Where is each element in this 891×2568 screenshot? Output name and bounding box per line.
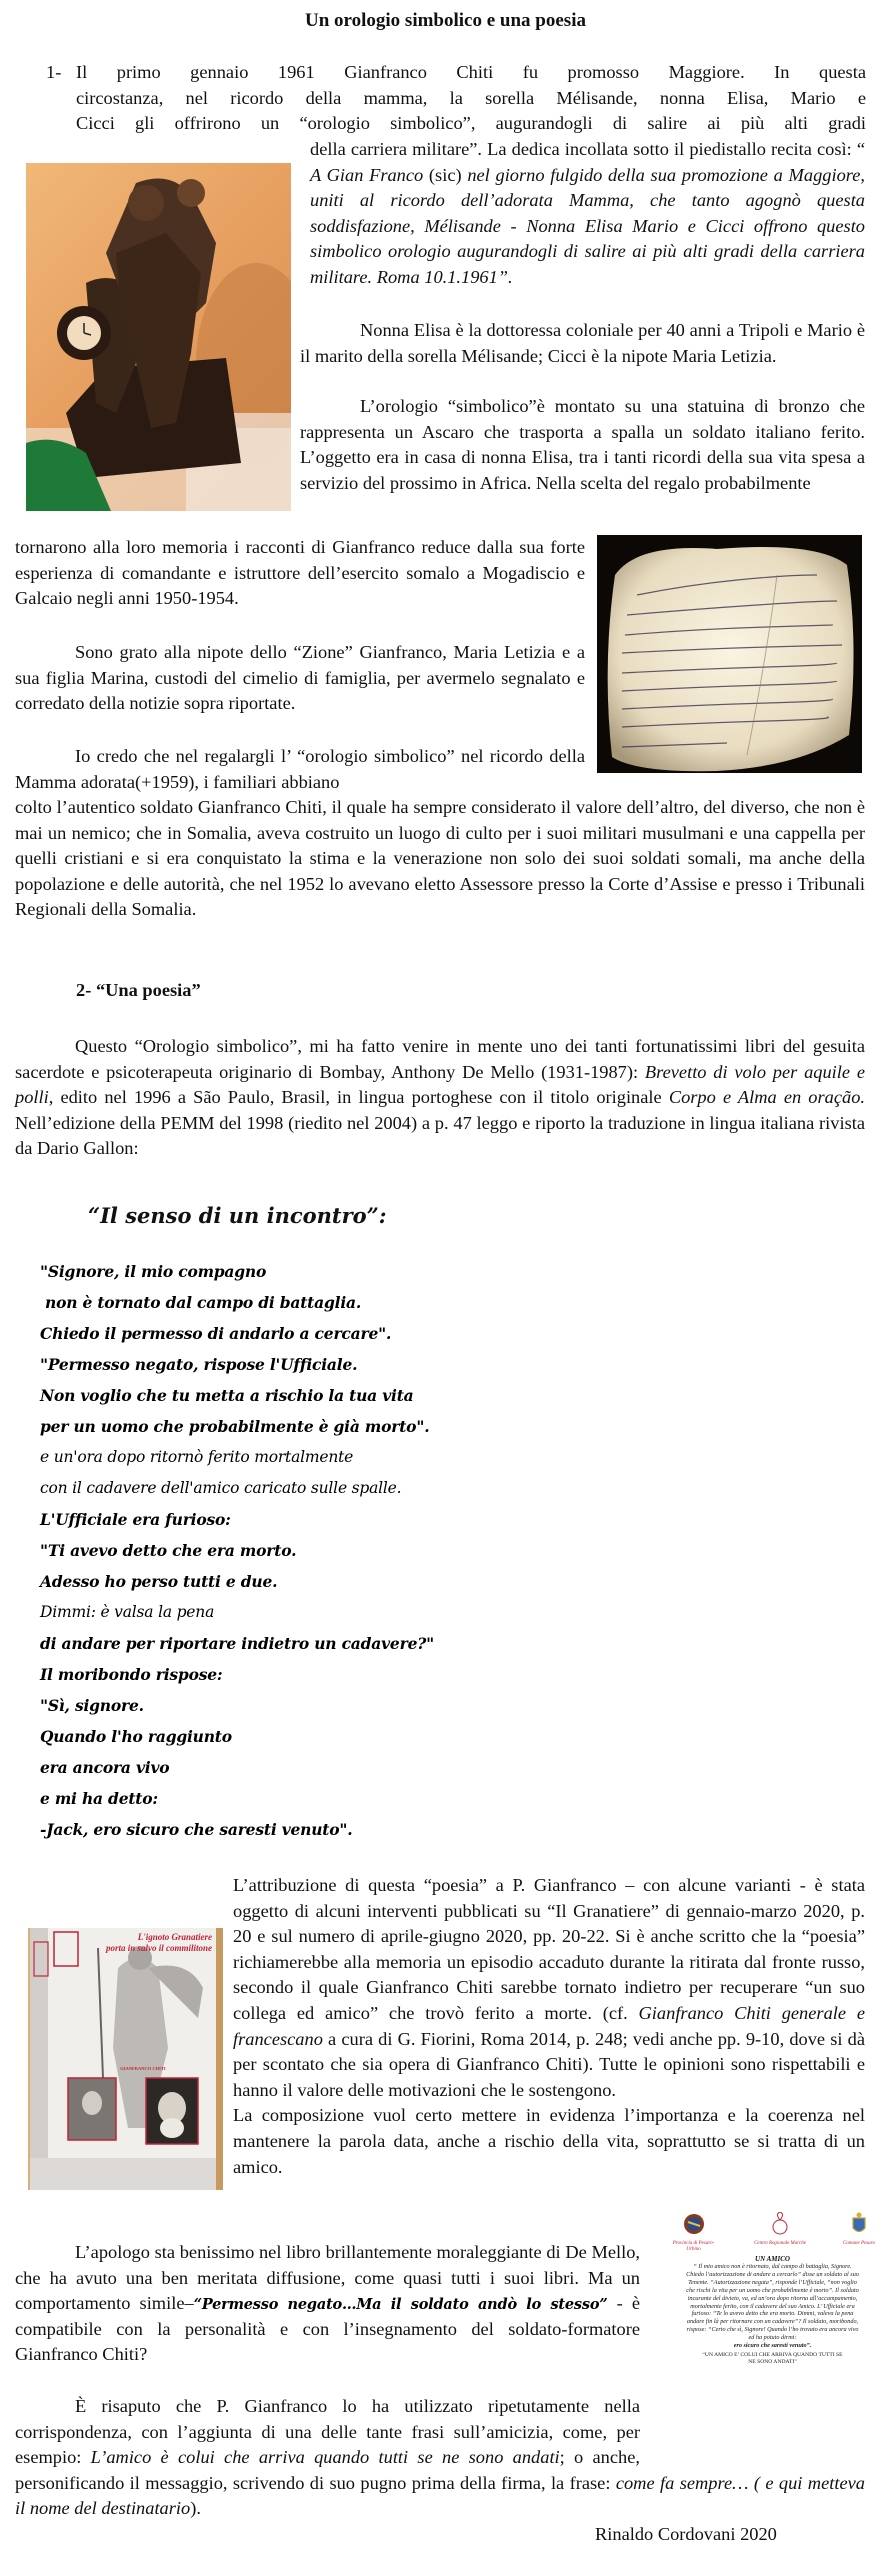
note-illustration bbox=[597, 535, 862, 773]
dedica-text: nel giorno fulgido della sua promozione a Maggiore, uniti al ricordo dell’adorata Mamma, che tanto agognò questa soddisfazione, Mélisande - Nonna Elisa Mario e Cicci offrono questo simbolico orologio augurandogli di salire ai più alti gradi della carriera militare. Roma 10.1.1961”. bbox=[310, 164, 865, 287]
intro-line: Il primo gennaio 1961 Gianfranco Chiti fu promosso Maggiore. In questa bbox=[76, 62, 866, 82]
poem-line: Il moribondo rispose: bbox=[40, 1665, 223, 1684]
poem-line: e mi ha detto: bbox=[40, 1789, 158, 1808]
para-elisa bbox=[300, 318, 865, 369]
para-grato bbox=[15, 640, 585, 717]
page-title: Un orologio simbolico e una poesia bbox=[305, 10, 586, 31]
poster-closing: ero sicuro che saresti venuto”. bbox=[733, 2342, 812, 2350]
dedica-paragraph bbox=[310, 137, 865, 291]
section2-number: 2- bbox=[76, 980, 92, 1000]
apologo-quote: “Permesso negato…Ma il soldato andò lo stesso” bbox=[193, 2296, 608, 2314]
para-questo-a: Questo “Orologio simbolico”, mi ha fatto venire in mente uno dei tanti fortunatissimi libri del gesuita sacerdote e psicoterapeuta originario di Bombay, Anthony De Mello (1931-1987): bbox=[15, 1036, 865, 1082]
para-orologio-text: L’orologio “simbolico”è montato su una statuina di bronzo che rappresenta un Ascaro che trasporta a spalla un soldato italiano ferito. L’oggetto era in casa di nonna Elisa, tra i tanti ricordi della sua vita spesa a servizio del prossimo in Africa. Nella scelta del regalo probabilmente bbox=[300, 396, 865, 493]
para-credo-b bbox=[15, 795, 865, 923]
poem-line: "Signore, il mio compagno bbox=[40, 1262, 267, 1281]
para-credo-a bbox=[15, 744, 585, 795]
book-cover-title-line1: L'ignoto Granatiere bbox=[137, 1932, 212, 1942]
section2-label: “Una poesia” bbox=[95, 980, 201, 1000]
poem-line: Non voglio che tu metta a rischio la tua vita bbox=[40, 1386, 414, 1405]
float-spacer bbox=[15, 1898, 233, 2215]
intro-line: circostanza, nel ricordo della mamma, la sorella Mélisande, nonna Elisa, Mario e bbox=[76, 87, 866, 108]
section1-intro bbox=[46, 60, 866, 137]
poem-line: per un uomo che probabilmente è già morto". bbox=[40, 1417, 430, 1436]
statue-clock-photo bbox=[26, 163, 291, 511]
para-grato-text: Sono grato alla nipote dello “Zione” Gianfranco, Maria Letizia e a sua figlia Marina, custodi del cimelio di famiglia, per avermelo segnalato e corredato della notizie sopra riportate. bbox=[15, 642, 585, 714]
dedica-pre: della carriera militare”. La dedica incollata sotto il piedistallo recita così: “ bbox=[310, 139, 865, 159]
para-risaputo-a: È risaputo che P. Gianfranco lo ha utilizzato ripetutamente nella corrispondenza, con l’aggiunta di una delle tante frasi sull’amicizia, come, per esempio: bbox=[15, 2396, 640, 2468]
amico-quote: L’amico è colui che arriva quando tutti se ne sono andati bbox=[90, 2447, 560, 2468]
poem-line: non è tornato dal campo di battaglia. bbox=[45, 1293, 362, 1312]
poem-line: "Sì, signore. bbox=[40, 1696, 144, 1715]
logo-provincia-label: Provincia di Pesaro-Urbino bbox=[672, 2241, 715, 2252]
poem-line: Chiedo il permesso di andarlo a cercare". bbox=[40, 1324, 392, 1343]
poem-line: Adesso ho perso tutti e due. bbox=[40, 1572, 278, 1591]
poster-logos bbox=[660, 2212, 885, 2253]
poem-line: e un'ora dopo ritornò ferito mortalmente bbox=[40, 1448, 354, 1466]
para-credo-b-text: colto l’autentico soldato Gianfranco Chiti, il quale ha sempre considerato il valore dell’altro, del diverso, che non è mai un nemico; che in Somalia, aveva costruito un luogo di culto per i suoi militari musulmani e una cappella per quelli cristiani e si era conquistato la stima e la venerazione non solo dei suoi soldati somali, ma anche della popolazione e delle autorità, che nel 1952 lo avevano eletto Assessore presso la Corte d’Assise e presso i Tribunali Regionali della Somalia. bbox=[15, 797, 865, 920]
poem-title: “Il senso di un incontro”: bbox=[88, 1203, 387, 1228]
poem-line: "Permesso negato, rispose l'Ufficiale. bbox=[40, 1355, 358, 1374]
logo-provincia bbox=[666, 2212, 721, 2253]
book-cover-title-line2: porta in salvo il commilitone bbox=[105, 1943, 212, 1953]
para-questo bbox=[15, 1034, 865, 1162]
book-cover-name: GIANFRANCO CHITI bbox=[120, 2066, 166, 2071]
poem-line: Quando l'ho raggiunto bbox=[40, 1727, 232, 1746]
section2-heading bbox=[76, 978, 201, 1004]
poem-line: -Jack, ero sicuro che saresti venuto". bbox=[40, 1820, 353, 1839]
comune-crest-icon bbox=[850, 2212, 868, 2236]
para-attribution bbox=[15, 1873, 865, 2215]
para-composizione: La composizione vuol certo mettere in evidenza l’importanza e la coerenza nel mantenere la parola data, anche a rischio della vita, soprattutto se si tratta di un amico. bbox=[233, 2105, 865, 2177]
poem-line: "Ti avevo detto che era morto. bbox=[40, 1541, 297, 1560]
para-apologo-b: - è compatibile con la personalità e con l’insegnamento del soldato-formatore Gianfranco Chiti? bbox=[15, 2293, 641, 2365]
poem-line: con il cadavere dell'amico caricato sulle spalle. bbox=[40, 1479, 402, 1497]
para-attr-b: a cura di G. Fiorini, Roma 2014, p. 248; vedi anche pp. 9-10, dove si dà per scontato che sia opera di Gianfranco Chiti). Tutte le opinioni sono rispettabili e hanno il valore delle motivazioni che le sostengono. bbox=[233, 2028, 865, 2100]
para-risaputo-b: ; o anche, personificando il messaggio, scrivendo di suo pugno prima della firma, la frase: bbox=[15, 2447, 640, 2493]
para-attr-a: L’attribuzione di questa “poesia” a P. Gianfranco – con alcune varianti - è stata oggetto di alcuni interventi pubblicati su “Il Granatiere” di gennaio-marzo 2020, p. 20 e sul numero di aprile-giugno 2020, pp. 20-22. Si è anche scritto che la “poesia” richiamerebbe alla memoria un episodio accaduto durante la ritirata dal fronte russo, secondo il quale Gianfranco Chiti sarebbe tornato indietro per recuperare “un suo collega ed amico” che trovò ferito a morte. (cf. bbox=[233, 1875, 865, 2023]
poem-line: Dimmi: è valsa la pena bbox=[40, 1603, 215, 1621]
grenade-emblem-icon bbox=[769, 2212, 791, 2236]
poem-line: L'Ufficiale era furioso: bbox=[40, 1510, 231, 1529]
para-risaputo-c: ). bbox=[190, 2498, 201, 2519]
poem-line: era ancora vivo bbox=[40, 1758, 170, 1777]
firma-quote: come fa sempre… ( e qui metteva il nome del destinatario bbox=[15, 2472, 865, 2519]
para-orologio bbox=[300, 394, 865, 496]
signature: Rinaldo Cordovani 2020 bbox=[595, 2524, 777, 2544]
float-spacer-right bbox=[640, 2394, 865, 2449]
book-title-portuguese: Corpo e Alma en oração. bbox=[668, 1087, 865, 1108]
logo-centro-label: Centro Regionale Marche bbox=[754, 2241, 806, 2246]
dedica-name: A Gian Franco bbox=[310, 164, 424, 185]
statue-illustration bbox=[26, 163, 291, 511]
book-title-italian: Brevetto di volo per aquile e polli bbox=[15, 1061, 865, 1108]
para-questo-b: , edito nel 1996 a São Paulo, Brasil, in lingua portoghese con il titolo originale bbox=[48, 1087, 669, 1108]
section-number: 1- bbox=[46, 62, 62, 82]
dedica-sic: (sic) bbox=[423, 164, 468, 185]
para-elisa-text: Nonna Elisa è la dottoressa coloniale per 40 anni a Tripoli e Mario è il marito della sorella Mélisande; Cicci è la nipote Maria Letizia. bbox=[300, 320, 865, 366]
poem-line: di andare per riportare indietro un cadavere?" bbox=[40, 1634, 434, 1653]
poster-body: “ Il mio amico non è ritornato, dal campo di battaglia, Signore. Chiedo l’autorizzazione di andare a cercarlo” disse un soldato al suo Tenente. “Autorizzazione negata”, risponde l’Ufficiale, “non voglio che rischi la vita per un uomo che probabilmente è morto”. Il soldato incurante del divieto, va, ed un’ora dopo ritorna all’accampamento, mortalmente ferito, con il cadavere del suo Amico. L’ Ufficiale era furioso: “Te lo avevo detto che era morto. Dimmi, valeva la pena andare fin là per ritornare con un cadavere”? Il soldato, moribondo, rispose: “Certo che sì, Signore! Quando l’ho trovato era ancora vivo ed ha potuto dirmi: bbox=[686, 2263, 859, 2342]
para-questo-c: Nell’edizione della PEMM del 1998 (riedito nel 2004) a p. 47 leggo e riporto la traduzione in lingua italiana rivista da Dario Gallon: bbox=[15, 1112, 865, 1159]
para-apologo bbox=[15, 2240, 640, 2368]
para-credo-a-text: Io credo che nel regalargli l’ “orologio simbolico” nel ricordo della Mamma adorata(+1959), i familiari abbiano bbox=[15, 746, 585, 792]
para-orologio-cont bbox=[15, 535, 585, 612]
poster-heading: UN AMICO bbox=[755, 2255, 790, 2263]
para-risaputo bbox=[15, 2394, 865, 2522]
handwritten-dedication-photo bbox=[597, 535, 862, 773]
logo-comune bbox=[839, 2212, 879, 2253]
para-apologo-a: L’apologo sta benissimo nel libro brillantemente moraleggiante di De Mello, che ha avuto una ben meritata diffusione, come quasi tutti i suoi libri. Ma un comportamento simile– bbox=[15, 2242, 640, 2314]
intro-line: Cicci gli offrirono un “orologio simbolico”, augurandogli di salire ai più alti gradi bbox=[76, 113, 866, 134]
book-reference: Gianfranco Chiti generale e francescano bbox=[233, 2002, 865, 2049]
logo-centro bbox=[750, 2212, 810, 2253]
poster-motto: “UN AMICO E’ COLUI CHE ARRIVA QUANDO TUTTI SE NE SONO ANDATI” bbox=[702, 2351, 843, 2365]
poem-body bbox=[40, 1256, 600, 1845]
para-orologio-cont-text: tornarono alla loro memoria i racconti di Gianfranco reduce dalla sua forte esperienza di comandante e istruttore dell’esercito somalo a Mogadiscio e Galcaio negli anni 1950-1954. bbox=[15, 537, 585, 609]
logo-comune-label: Comune Pesaro bbox=[843, 2241, 875, 2246]
provincia-crest-icon bbox=[683, 2212, 705, 2236]
